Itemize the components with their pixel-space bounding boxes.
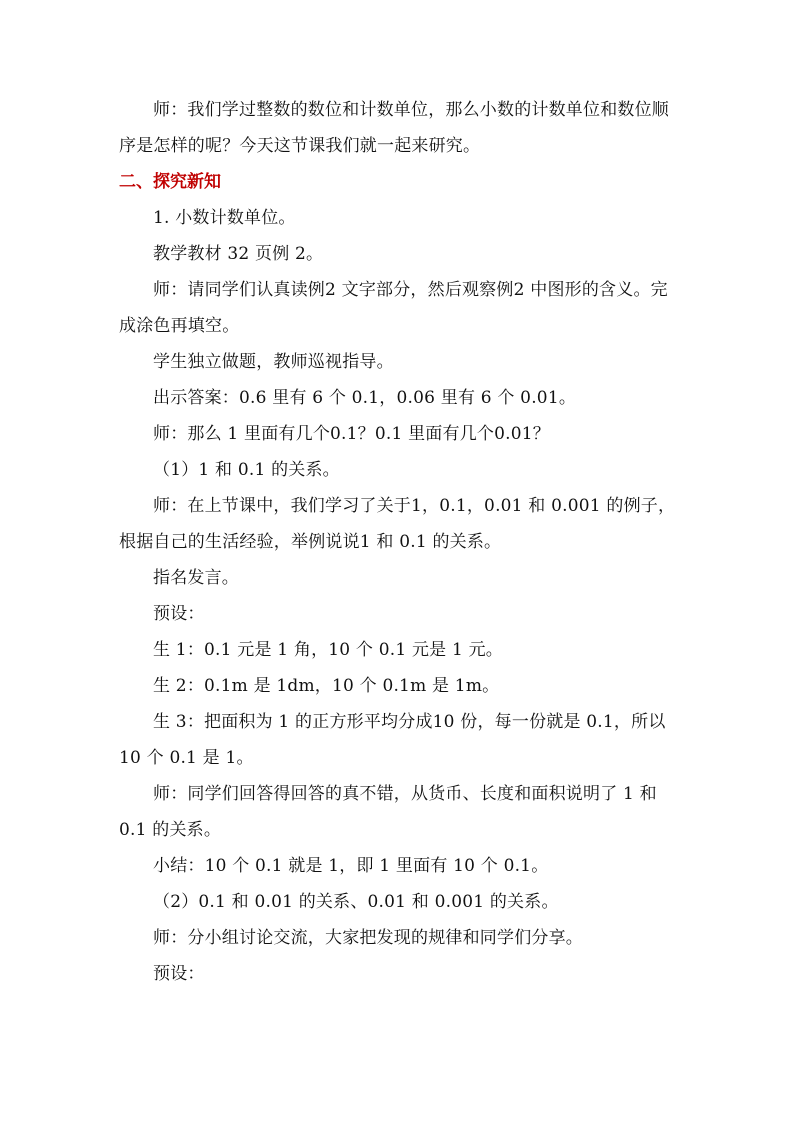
paragraph: 生 3：把面积为 1 的正方形平均分成10 份，每一份就是 0.1，所以 10 个 0.1 是 1。 [119,712,666,768]
paragraph: 师：在上节课中，我们学习了关于1，0.1，0.01 和 0.001 的例子，根据自己的生活经验，举例说说1 和 0.1 的关系。 [119,496,676,552]
paragraph: 预设： [153,964,205,984]
paragraph: 出示答案：0.6 里有 6 个 0.1，0.06 里有 6 个 0.01。 [153,388,577,408]
paragraph: 师：我们学过整数的数位和计数单位，那么小数的计数单位和数位顺序是怎样的呢？今天这节课我们就一起来研究。 [119,100,669,156]
paragraph: 生 2：0.1m 是 1dm，10 个 0.1m 是 1m。 [153,676,500,696]
paragraph: 生 1：0.1 元是 1 角，10 个 0.1 元是 1 元。 [153,640,503,660]
paragraph: 师：那么 1 里面有几个0.1？0.1 里面有几个0.01？ [153,424,550,444]
paragraph: 师：分小组讨论交流，大家把发现的规律和同学们分享。 [153,928,583,948]
paragraph: 学生独立做题，教师巡视指导。 [153,352,394,372]
paragraph: 指名发言。 [153,568,239,588]
paragraph: 师：同学们回答得回答的真不错，从货币、长度和面积说明了 1 和 0.1 的关系。 [119,784,657,840]
section-heading: 二、探究新知 [119,172,221,192]
document-body [119,92,679,992]
paragraph: 师：请同学们认真读例2 文字部分，然后观察例2 中图形的含义。完成涂色再填空。 [119,280,668,336]
paragraph: 预设： [153,604,205,624]
paragraph: （2）0.1 和 0.01 的关系、0.01 和 0.001 的关系。 [153,892,559,912]
paragraph: 1. 小数计数单位。 [153,208,296,228]
paragraph: 教学教材 32 页例 2。 [153,244,324,264]
paragraph: 小结：10 个 0.1 就是 1，即 1 里面有 10 个 0.1。 [153,856,549,876]
paragraph: （1）1 和 0.1 的关系。 [153,460,340,480]
